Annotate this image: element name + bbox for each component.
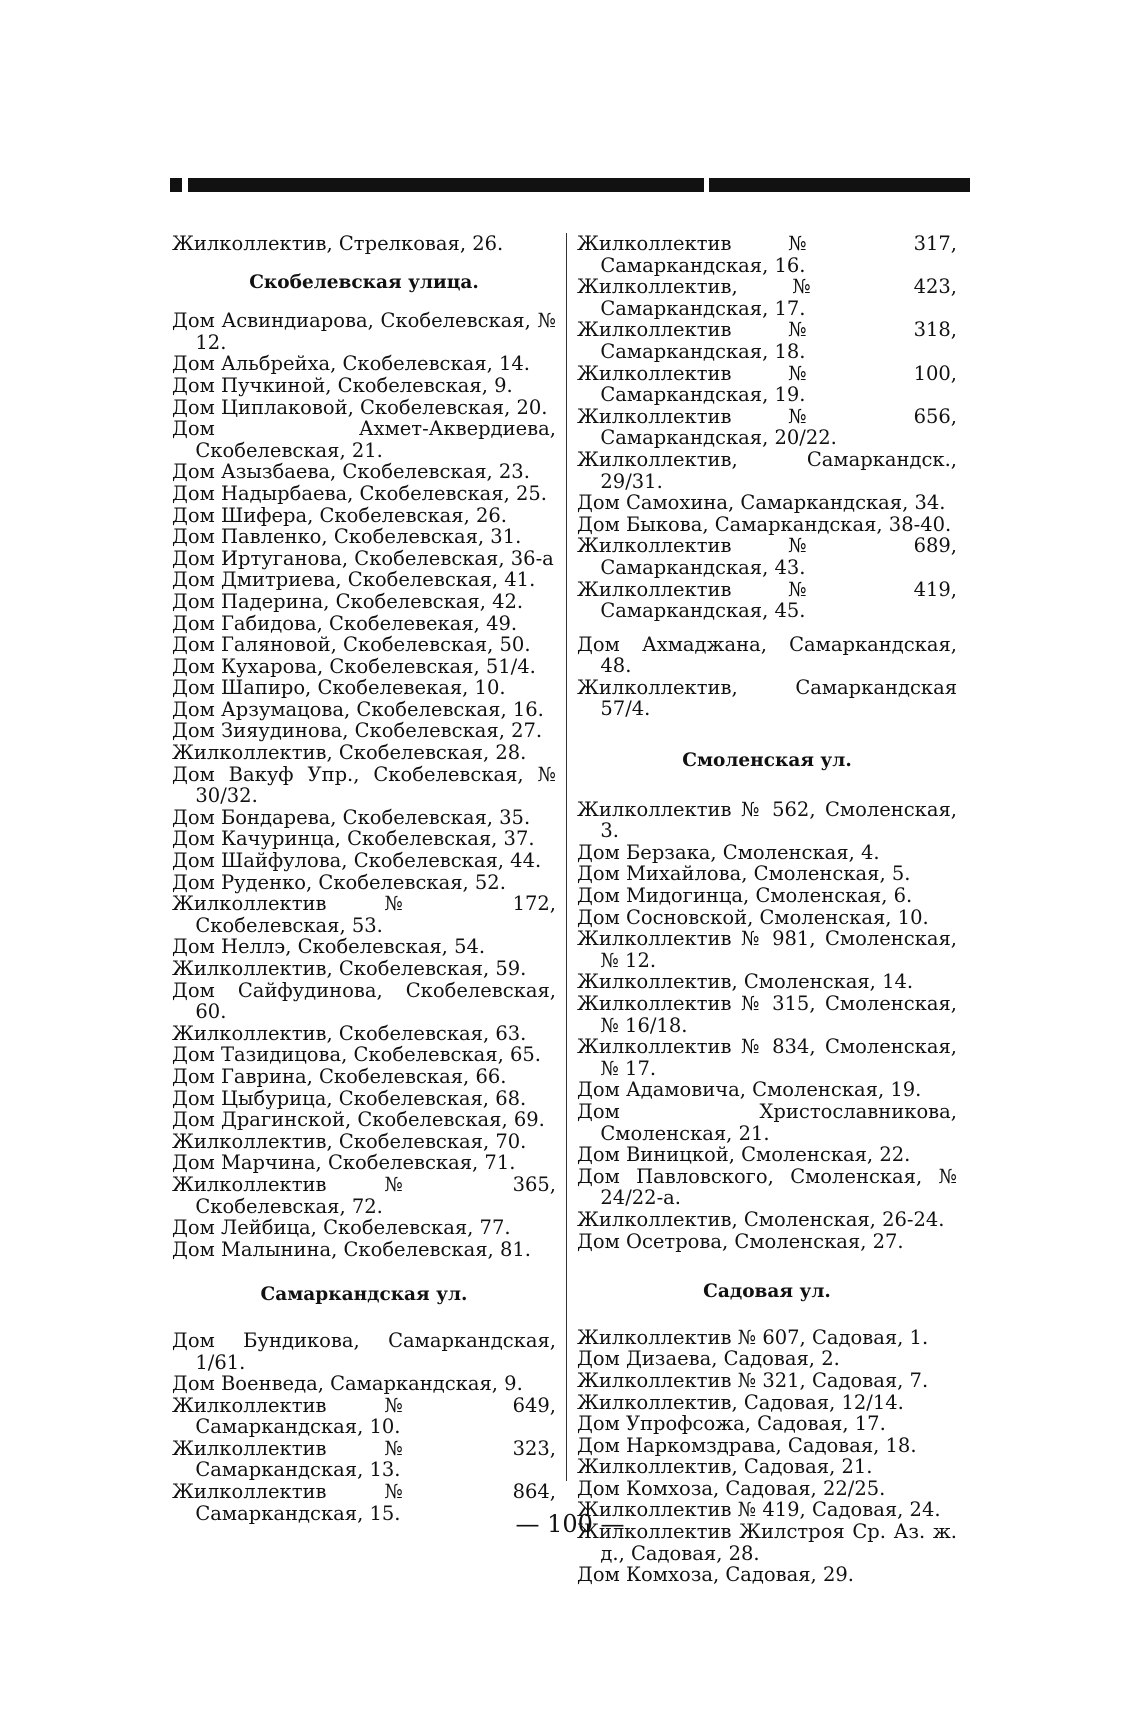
directory-entry: Жилколлектив, Скобелевская, 28. [172, 741, 527, 765]
directory-entry: Дом Наркомздрава, Садовая, 18. [577, 1433, 917, 1457]
directory-entry: Жилколлектив № 649, Самаркандская, 10. [172, 1393, 556, 1439]
column-divider [566, 233, 567, 1481]
directory-entry: Дом Упрофсожа, Садовая, 17. [577, 1412, 886, 1436]
directory-entry: Дом Михайлова, Смоленская, 5. [577, 862, 911, 886]
directory-entry: Жилколлектив № 419, Самаркандская, 45. [577, 577, 957, 623]
directory-entry: Дом Малынина, Скобелевская, 81. [172, 1237, 531, 1261]
directory-entry: Дом Комхоза, Садовая, 29. [577, 1563, 854, 1587]
directory-entry: Жилколлектив № 323, Самаркандская, 13. [172, 1436, 556, 1482]
directory-entry: Жилколлектив № 562, Смоленская, 3. [577, 797, 957, 843]
directory-entry: Жилколлектив № 172, Скобелевская, 53. [172, 892, 556, 937]
section-heading-samarkandskaya: Самаркандская ул. [260, 1284, 468, 1306]
directory-entry: Дом Альбрейха, Скобелевская, 14. [172, 352, 530, 376]
directory-entry: Жилколлектив, Самаркандская 57/4. [577, 675, 957, 721]
directory-entry: Дом Зияудинова, Скобелевская, 27. [172, 719, 543, 743]
directory-entry: Дом Виницкой, Смоленская, 22. [577, 1143, 911, 1167]
directory-entry: Дом Руденко, Скобелевская, 52. [172, 870, 506, 894]
directory-entry: Жилколлектив № 419, Садовая, 24. [577, 1498, 941, 1522]
directory-entry: Дом Шифера, Скобелевская, 26. [172, 503, 507, 527]
directory-entry: Жилколлектив № 321, Садовая, 7. [577, 1368, 929, 1392]
directory-entry: Жилколлектив № 834, Смоленская, № 17. [577, 1035, 957, 1080]
rule-gap [704, 178, 709, 192]
directory-entry: Жилколлектив, Смоленская, 26-24. [577, 1207, 945, 1231]
directory-entry: Дом Комхоза, Садовая, 22/25. [577, 1476, 886, 1500]
directory-entry: Дом Лейбица, Скобелевская, 77. [172, 1216, 511, 1240]
directory-entry: Дом Павленко, Скобелевская, 31. [172, 525, 522, 549]
directory-entry: Жилколлектив, № 423, Самаркандская, 17. [577, 275, 957, 320]
directory-entry: Дом Шапиро, Скобелевекая, 10. [172, 676, 506, 700]
directory-entry: Дом Сайфудинова, Скобелевская, 60. [172, 978, 556, 1024]
directory-entry: Дом Иртуганова, Скобелевская, 36-а [172, 546, 554, 570]
directory-entry: Дом Адамовича, Смоленская, 19. [577, 1078, 922, 1102]
directory-entry: Жилколлектив, Скобелевская, 70. [172, 1129, 527, 1153]
right-column [577, 233, 957, 1586]
directory-entry: Дом Ахмаджана, Самаркандская, 48. [577, 632, 957, 678]
directory-entry: Жилколлектив № 864, Самаркандская, 15. [172, 1480, 556, 1525]
directory-entry: Жилколлектив, Смоленская, 14. [577, 970, 914, 994]
directory-entry: Жилколлектив № 607, Садовая, 1. [577, 1325, 929, 1349]
directory-entry: Дом Вакуф Упр., Скобелевская, № 30/32. [172, 762, 556, 808]
directory-entry: Дом Христославникова, Смоленская, 21. [577, 1099, 957, 1145]
directory-entry: Дом Самохина, Самаркандская, 34. [577, 491, 946, 515]
section-entries-samarkandskaya-cont [577, 233, 957, 622]
directory-entry: Жилколлектив, Садовая, 21. [577, 1455, 873, 1479]
directory-entry: Дом Сосновской, Смоленская, 10. [577, 905, 929, 929]
section-heading-sadovaya: Садовая ул. [703, 1281, 831, 1303]
directory-entry: Дом Гаврина, Скобелевская, 66. [172, 1064, 507, 1088]
directory-entry: Дом Цыбурица, Скобелевская, 68. [172, 1086, 527, 1110]
section-entries-sadovaya [577, 1327, 957, 1586]
directory-entry: Дом Кухарова, Скобелевская, 51/4. [172, 654, 536, 678]
directory-entry: Жилколлектив, Скобелевская, 63. [172, 1021, 527, 1045]
directory-entry: Дом Циплаковой, Скобелевская, 20. [172, 395, 548, 419]
directory-entry: Дом Шайфулова, Скобелевская, 44. [172, 849, 542, 873]
lead-entries [172, 233, 556, 255]
left-column [172, 233, 556, 1524]
directory-entry: Дом Быкова, Самаркандская, 38-40. [577, 512, 952, 536]
directory-entry: Дом Бундикова, Самаркандская, 1/61. [172, 1328, 556, 1374]
directory-entry: Дом Падерина, Скобелевская, 42. [172, 589, 524, 613]
directory-entry: Жилколлектив № 100, Самаркандская, 19. [577, 361, 957, 407]
directory-entry: Дом Галяновой, Скобелевская, 50. [172, 633, 531, 657]
directory-entry: Дом Азызбаева, Скобелевская, 23. [172, 460, 530, 484]
section-heading-smolenskaya: Смоленская ул. [682, 750, 852, 772]
directory-entry: Жилколлектив № 981, Смоленская, № 12. [577, 927, 957, 972]
section-entries-skobelevskaya [172, 310, 556, 1260]
directory-entry: Дом Тазидицова, Скобелевская, 65. [172, 1043, 541, 1067]
directory-entry: Дом Драгинской, Скобелевская, 69. [172, 1108, 545, 1132]
directory-entry: Дом Дмитриева, Скобелевская, 41. [172, 568, 536, 592]
directory-entry: Дом Пучкиной, Скобелевская, 9. [172, 373, 513, 397]
directory-entry: Жилколлектив № 689, Самаркандская, 43. [577, 534, 957, 579]
directory-entry: Жилколлектив № 317, Самаркандская, 16. [577, 232, 957, 277]
directory-entry: Жилколлектив Жилстроя Ср. Аз. ж. д., Садовая, 28. [577, 1520, 957, 1565]
directory-entry: Дом Асвиндиарова, Скобелевская, № 12. [172, 309, 556, 354]
directory-entry: Жилколлектив, Самаркандск., 29/31. [577, 447, 957, 493]
directory-entry: Дом Габидова, Скобелевекая, 49. [172, 611, 518, 635]
section-heading-skobelevskaya: Скобелевская улица. [249, 271, 479, 293]
directory-entry: Дом Мидогинца, Смоленская, 6. [577, 884, 913, 908]
directory-entry: Жилколлектив, Садовая, 12/14. [577, 1390, 904, 1414]
spacer [577, 622, 957, 634]
directory-entry: Дом Берзака, Смоленская, 4. [577, 840, 880, 864]
directory-entry: Дом Марчина, Скобелевская, 71. [172, 1151, 516, 1175]
directory-entry: Дом Ахмет-Аквердиева, Скобелевская, 21. [172, 417, 556, 462]
directory-entry: Жилколлектив № 656, Самаркандская, 20/22. [577, 404, 957, 450]
section-entries-samarkandskaya-cont-2 [577, 634, 957, 720]
directory-entry: Жилколлектив, Скобелевская, 59. [172, 957, 527, 980]
directory-entry: Жилколлектив, Стрелковая, 26. [172, 232, 504, 255]
directory-entry: Дом Надырбаева, Скобелевская, 25. [172, 481, 547, 505]
directory-entry: Дом Павловского, Смоленская, № 24/22-а. [577, 1164, 957, 1210]
directory-entry: Дом Качуринца, Скобелевская, 37. [172, 827, 535, 851]
directory-entry: Жилколлектив № 318, Самаркандская, 18. [577, 318, 957, 363]
directory-entry: Дом Военведа, Самаркандская, 9. [172, 1372, 523, 1396]
page-number: — 100 — [515, 1510, 625, 1538]
directory-entry: Жилколлектив № 315, Смоленская, № 16/18. [577, 992, 957, 1037]
directory-entry: Дом Дизаева, Садовая, 2. [577, 1347, 840, 1371]
directory-entry: Жилколлектив № 365, Скобелевская, 72. [172, 1172, 556, 1218]
section-entries-samarkandskaya [172, 1330, 556, 1524]
directory-entry: Дом Арзумацова, Скобелевская, 16. [172, 697, 544, 721]
directory-entry: Дом Бондарева, Скобелевская, 35. [172, 805, 531, 829]
directory-entry: Дом Осетрова, Смоленская, 27. [577, 1229, 904, 1253]
top-rule [170, 178, 970, 192]
rule-gap [182, 178, 188, 192]
directory-entry: Дом Неллэ, Скобелевская, 54. [172, 935, 486, 959]
section-entries-smolenskaya [577, 799, 957, 1252]
